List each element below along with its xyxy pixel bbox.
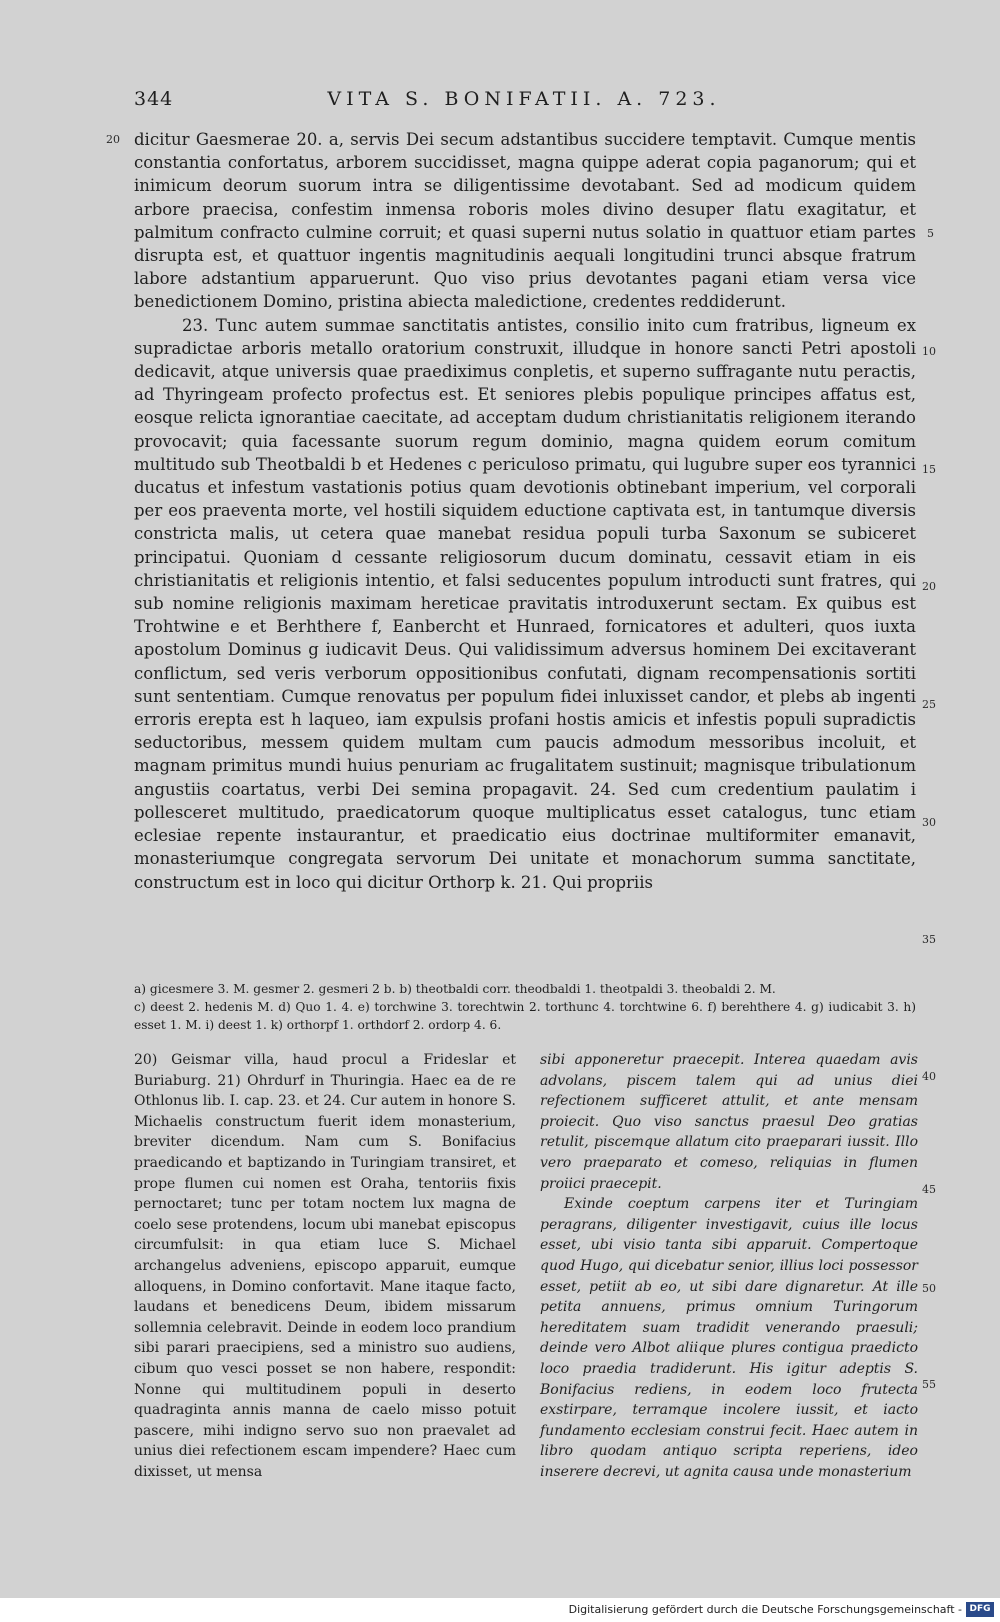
page-title: VITA S. BONIFATII. A. 723. <box>327 88 721 110</box>
footer-bar <box>0 1598 1000 1622</box>
main-text <box>134 128 916 894</box>
footnote-text: Exinde coeptum carpens iter et Turingiam peragrans, diligenter investigavit, cuius ille locus esset, ubi visio tanta sibi apparuit. Compertoque quod Hugo, qui dicebatur senior, illius loci possessor esset, petiit ab eo, ut sibi dare dignaretur. At ille petita annuens, primus omnium Turingorum hereditatem suam tradidit venerando praesuli; deinde vero Albot aliique plures contigua praedicto loco praedia tradiderunt. His igitur adeptis S. Bonifacius rediens, in eodem loco frutecta exstirpare, terramque incolere iussit, et iacto fundamento ecclesiam construi fecit. Haec autem in libro quodam antiquo scripta reperiens, ideo inserere decrevi, ut agnita causa unde monasterium <box>540 1196 918 1480</box>
line-number: 30 <box>922 816 936 829</box>
line-number: 55 <box>922 1378 936 1391</box>
line-number: 35 <box>922 933 936 946</box>
critical-apparatus <box>134 980 916 1034</box>
line-number: 50 <box>922 1282 936 1295</box>
notes-left-column <box>134 1050 516 1482</box>
page-number: 344 <box>134 88 174 110</box>
paragraph: dicitur Gaesmerae 20. a, servis Dei secum adstantibus succidere temptavit. Cumque mentis constantia confortatus, arborem succidisset, magna quippe aderat copia paganorum; qui et inimicum deorum suorum intra se diligentissime devotabant. Sed ad modicum quidem arbore praecisa, confestim inmensa roboris moles divino desuper flatu exagitatur, et palmitum confracto culmine corruit; et quasi superni nutus solatio in quattuor etiam partes disrupta est, et quattuor ingentis magnitudinis aequali longitudini trunci absque fratrum labore adstantium apparuerunt. Quo viso prius devotantes pagani etiam versa vice benedictionem Domino, pristina abiecta maledictione, credentes reddiderunt. <box>134 130 916 312</box>
funding-credit: Digitalisierung gefördert durch die Deutsche Forschungsgemeinschaft - <box>568 1603 962 1616</box>
line-number: 10 <box>922 345 936 358</box>
line-number: 5 <box>927 227 934 240</box>
line-number: 45 <box>922 1183 936 1196</box>
notes-right-column <box>540 1050 918 1482</box>
footnote-text: 20) Geismar villa, haud procul a Frideslar et Buriaburg. 21) Ohrdurf in Thuringia. Haec ea de re Othlonus lib. I. cap. 23. et 24. Cur autem in honore S. Michaelis constructum fuerit idem monasterium, breviter dicendum. Nam cum S. Bonifacius praedicando et baptizando in Turingiam transiret, et prope flumen cui nomen est Oraha, tentoriis fixis pernoctaret; tunc per totam noctem lux magna de coelo sese protendens, locum ubi manebat episcopus circumfulsit: in qua etiam luce S. Michael archangelus adveniens, episcopo apparuit, eumque alloquens, in Domino confortavit. Mane itaque facto, laudans et benedicens Deum, ibidem missarum sollemnia celebravit. Deinde in eodem loco prandium sibi parari praecipiens, sed a ministro suo audiens, cibum quo vesci posset se non habere, respondit: Nonne qui multitudinem populi in deserto quadraginta annis manna de caelo misso potuit pascere, mihi indigno servo suo non praevalet ad unius diei refectionem escam impendere? Haec cum dixisset, ut mensa <box>134 1052 516 1480</box>
line-number: 20 <box>106 133 120 146</box>
line-number: 20 <box>922 580 936 593</box>
line-number: 15 <box>922 463 936 476</box>
paragraph: 23. Tunc autem summae sanctitatis antistes, consilio inito cum fratribus, ligneum ex supradictae arboris metallo oratorium construxit, illudque in honore sancti Petri apostoli dedicavit, atque universis quae praediximus conpletis, et superno suffragante nutu peractis, ad Thyringeam profecto profectus est. Et seniores plebis populique principes affatus est, eosque relicta ignorantiae caecitate, ad acceptam dudum christianitatis religionem iterando provocavit; quia facessante suorum regum dominio, magna quidem eorum comitum multitudo sub Theotbaldi b et Hedenes c periculoso primatu, qui lugubre super eos tyrannici ducatus et infestum vastationis potius quam devotionis obtinebant imperium, vel corporali per eos praeventa morte, vel hostili siquidem eductione captivata est, in tantumque diversis constricta malis, ut cetera quae manebat residua populi turba Saxonum se subiceret principatui. Quoniam d cessante religiosorum ducum dominatu, cessavit etiam in eis christianitatis et religionis intentio, et falsi seducentes populum introducti sunt fratres, qui sub nomine religionis maximam hereticae pravitatis introduxerunt sectam. Ex quibus est Trohtwine e et Berhthere f, Eanbercht et Hunraed, fornicatores et adulteri, quos iuxta apostolum Dominus g iudicavit Deus. Qui validissimum adversus hominem Dei excitaverant conflictum, sed veris verborum oppositionibus confutati, dignam recompensationis sortiti sunt sententiam. Cumque renovatus per populum fidei inluxisset candor, et plebs ab ingenti erroris erepta est h laqueo, iam expulsis profani hostis amicis et infestis populi supradictis seductoribus, messem quidem multam cum paucis admodum messoribus incoluit, et magnam primitus mundi huius penuriam ac frugalitatem sustinuit; magnisque tribulationum angustiis coartatus, verbi Dei semina propagavit. 24. Sed cum credentium paulatim i pollesceret multitudo, praedicatorum quoque multiplicatus esset catalogus, tunc etiam eclesiae repente instaurantur, et praedicatio eius doctrinae multiformiter emanavit, monasteriumque congregata servorum Dei unitate et monachorum summa sanctitate, constructum est in loco qui dicitur Orthorp k. 21. Qui propriis <box>134 315 916 892</box>
running-head <box>134 88 914 116</box>
line-number: 25 <box>922 698 936 711</box>
dfg-logo: DFG <box>966 1602 994 1617</box>
line-number: 40 <box>922 1070 936 1083</box>
footnote-text: sibi apponeretur praecepit. Interea quaedam avis advolans, piscem talem qui ad unius diei refectionem sufficeret attulit, et ante mensam proiecit. Quo viso sanctus praesul Deo gratias retulit, piscemque allatum cito praeparari iussit. Illo vero praeparato et comeso, reliquias in flumen proiici praecepit. <box>540 1052 918 1192</box>
apparatus-line: a) gicesmere 3. M. gesmer 2. gesmeri 2 b. b) theotbaldi corr. theodbaldi 1. theotpaldi 3. theobaldi 2. M. <box>134 982 776 996</box>
apparatus-line: c) deest 2. hedenis M. d) Quo 1. 4. e) torchwine 3. torechtwin 2. torthunc 4. torchtwine 6. f) berehthere 4. g) iudicabit 3. h) esset 1. M. i) deest 1. k) orthorpf 1. orthdorf 2. ordorp 4. 6. <box>134 1000 916 1032</box>
